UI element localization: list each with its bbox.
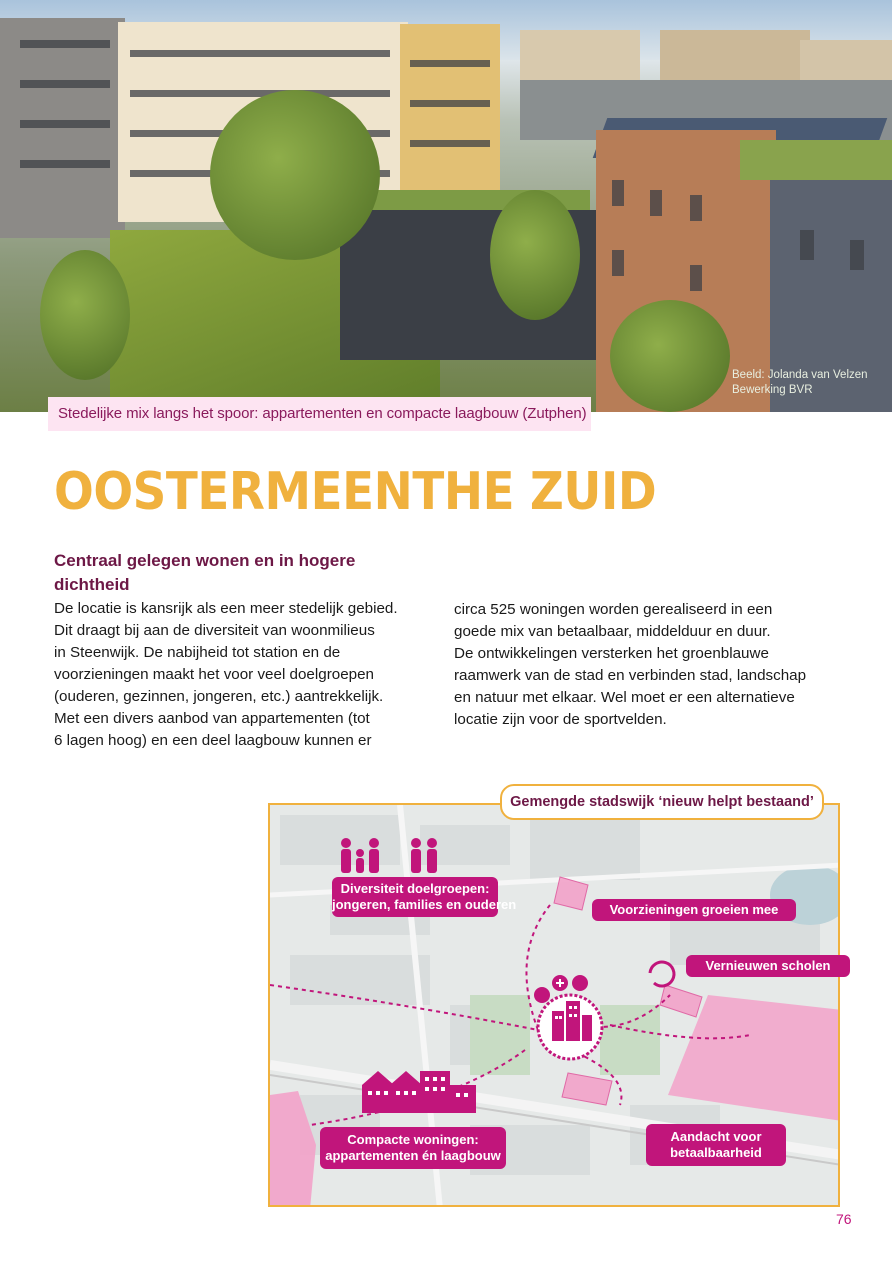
body-line: in Steenwijk. De nabijheid tot station en de [54, 644, 341, 661]
body-line: De ontwikkelingen versterken het groenblauwe [454, 645, 769, 662]
photo-window [690, 195, 702, 221]
body-line: en natuur met elkaar. Wel moet er een alternatieve [454, 689, 795, 706]
photo-window [650, 190, 662, 216]
page-title: OOSTERMEENTHE ZUID [54, 462, 657, 522]
photo-apartment-block [0, 18, 125, 238]
photo-tree [490, 190, 580, 320]
label-text: appartementen én laagbouw [325, 1148, 501, 1163]
body-column-right [454, 599, 844, 731]
label-compacte-woningen [320, 1127, 506, 1169]
label-diversiteit [332, 877, 517, 917]
body-line: 6 lagen hoog) en een deel laagbouw kunnen er [54, 732, 372, 749]
body-line: voorzieningen maakt het voor veel doelgroepen [54, 666, 374, 683]
label-text: jongeren, families en ouderen [332, 897, 517, 912]
body-line: De locatie is kansrijk als een meer stedelijk gebied. [54, 600, 398, 617]
photo-balcony [130, 90, 390, 97]
body-line: Dit draagt bij aan de diversiteit van woonmilieus [54, 622, 375, 639]
label-voorzieningen [592, 899, 796, 921]
label-text: Voorzieningen groeien mee [609, 902, 779, 917]
photo-balcony [410, 100, 490, 107]
label-text: betaalbaarheid [670, 1145, 762, 1160]
body-column-left [54, 598, 444, 752]
label-text: Diversiteit doelgroepen: [340, 881, 490, 896]
photo-tree [610, 300, 730, 412]
photo-balcony [20, 120, 110, 128]
shop-icon [572, 975, 588, 991]
body-line: (ouderen, gezinnen, jongeren, etc.) aantrekkelijk. [54, 688, 384, 705]
photo-balcony [410, 60, 490, 67]
page-number: 76 [836, 1211, 852, 1227]
hero-photo [0, 0, 892, 412]
map-title: Gemengde stadswijk ‘nieuw helpt bestaand’ [500, 784, 824, 820]
photo-window [612, 180, 624, 206]
photo-balcony [20, 160, 110, 168]
shop-icon [534, 987, 550, 1003]
photo-tree [210, 90, 380, 260]
body-line: locatie zijn voor de sportvelden. [454, 711, 667, 728]
label-betaalbaarheid [646, 1124, 786, 1166]
body-line: Met een divers aanbod van appartementen (tot [54, 710, 370, 727]
photo-green-roof [740, 140, 892, 180]
body-line: raamwerk van de stad en verbinden stad, landschap [454, 667, 807, 684]
photo-credit [732, 368, 872, 398]
photo-tree [40, 250, 130, 380]
photo-balcony [20, 40, 110, 48]
photo-window [800, 230, 814, 260]
label-text: Vernieuwen scholen [705, 958, 831, 973]
photo-apartment-block [400, 24, 500, 204]
photo-caption: Stedelijke mix langs het spoor: appartementen en compacte laagbouw (Zutphen) [48, 397, 591, 431]
label-text: Aandacht voor [670, 1129, 762, 1144]
photo-balcony [410, 140, 490, 147]
photo-window [850, 240, 864, 270]
label-scholen [686, 955, 850, 977]
photo-window [690, 265, 702, 291]
section-subtitle: Centraal gelegen wonen en in hogere dichtheid [54, 551, 356, 594]
photo-balcony [130, 50, 390, 57]
photo-window [612, 250, 624, 276]
photo-credit-line: Beeld: Jolanda van Velzen [732, 369, 868, 381]
photo-credit-line: Bewerking BVR [732, 384, 813, 396]
photo-balcony [20, 80, 110, 88]
label-text: Compacte woningen: [347, 1132, 479, 1147]
body-line: goede mix van betaalbaar, middelduur en duur. [454, 623, 771, 640]
body-line: circa 525 woningen worden gerealiseerd in een [454, 601, 773, 618]
